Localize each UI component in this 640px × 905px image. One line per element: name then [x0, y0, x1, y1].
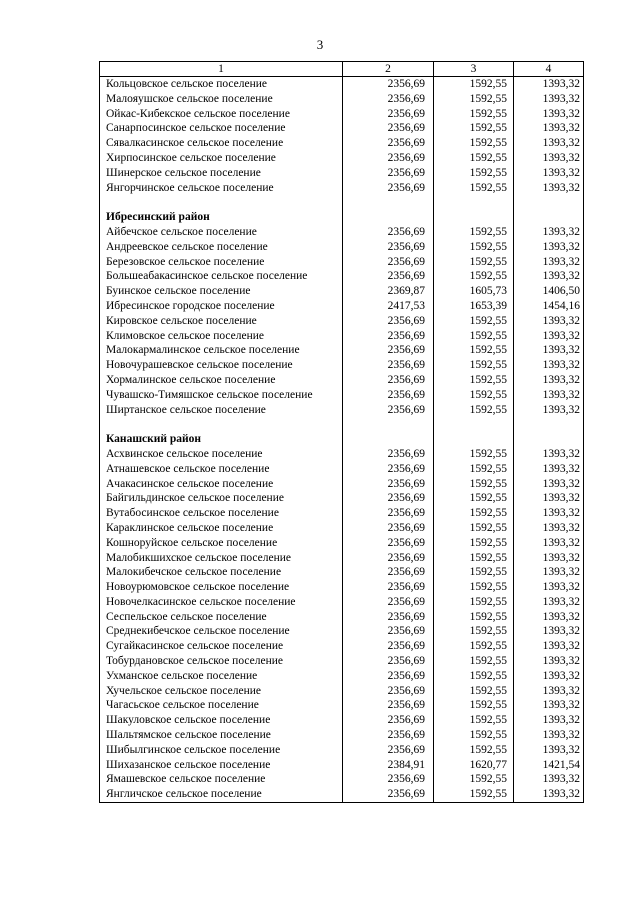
settlement-name: Хирпосинское сельское поселение: [100, 151, 343, 166]
value-col-3: 1592,55: [434, 713, 514, 728]
value-col-4: 1393,32: [514, 314, 584, 329]
value-col-3: 1592,55: [434, 654, 514, 669]
value-col-2: 2356,69: [343, 358, 434, 373]
value-col-4: 1393,32: [514, 669, 584, 684]
table-row: [100, 698, 584, 713]
value-col-4: 1393,32: [514, 240, 584, 255]
empty-cell: [343, 210, 434, 225]
district-title: Ибресинский район: [100, 210, 343, 225]
value-col-4: 1393,32: [514, 580, 584, 595]
table-row: [100, 595, 584, 610]
value-col-4: 1393,32: [514, 462, 584, 477]
value-col-2: 2356,69: [343, 166, 434, 181]
value-col-3: 1592,55: [434, 166, 514, 181]
value-col-4: 1421,54: [514, 758, 584, 773]
value-col-2: 2356,69: [343, 329, 434, 344]
value-col-4: 1454,16: [514, 299, 584, 314]
table-row: [100, 669, 584, 684]
value-col-4: 1393,32: [514, 610, 584, 625]
district-heading-row: [100, 432, 584, 447]
settlement-name: Караклинское сельское поселение: [100, 521, 343, 536]
table-row: [100, 491, 584, 506]
settlement-name: Сеспельское сельское поселение: [100, 610, 343, 625]
table-row: [100, 107, 584, 122]
value-col-3: 1592,55: [434, 77, 514, 92]
value-col-3: 1592,55: [434, 639, 514, 654]
page-number: 3: [316, 37, 324, 52]
value-col-4: 1393,32: [514, 698, 584, 713]
settlement-name: Кировское сельское поселение: [100, 314, 343, 329]
value-col-2: 2356,69: [343, 536, 434, 551]
table-header: [100, 62, 584, 77]
table-row: [100, 225, 584, 240]
spacer-row: [100, 195, 584, 210]
value-col-4: 1393,32: [514, 181, 584, 196]
table-row: [100, 684, 584, 699]
value-col-3: 1592,55: [434, 240, 514, 255]
table-row: [100, 269, 584, 284]
value-col-4: 1393,32: [514, 787, 584, 802]
value-col-3: 1592,55: [434, 698, 514, 713]
value-col-4: 1393,32: [514, 713, 584, 728]
value-col-4: 1393,32: [514, 654, 584, 669]
settlement-name: Шихазанское сельское поселение: [100, 758, 343, 773]
table-row: [100, 772, 584, 787]
value-col-2: 2356,69: [343, 521, 434, 536]
value-col-3: 1592,55: [434, 477, 514, 492]
value-col-2: 2356,69: [343, 684, 434, 699]
value-col-3: 1592,55: [434, 447, 514, 462]
value-col-3: 1592,55: [434, 403, 514, 418]
value-col-3: 1592,55: [434, 92, 514, 107]
table-row: [100, 136, 584, 151]
value-col-4: 1393,32: [514, 269, 584, 284]
value-col-2: 2356,69: [343, 477, 434, 492]
value-col-4: 1393,32: [514, 373, 584, 388]
value-col-4: 1393,32: [514, 551, 584, 566]
value-col-2: 2356,69: [343, 403, 434, 418]
value-col-3: 1592,55: [434, 580, 514, 595]
value-col-2: 2356,69: [343, 506, 434, 521]
table-row: [100, 343, 584, 358]
value-col-2: 2356,69: [343, 772, 434, 787]
value-col-4: 1393,32: [514, 151, 584, 166]
empty-cell: [514, 432, 584, 447]
spacer-row: [100, 417, 584, 432]
settlement-name: Большеабакасинское сельское поселение: [100, 269, 343, 284]
settlement-name: Малобикшихское сельское поселение: [100, 551, 343, 566]
spacer-cell: [514, 195, 584, 210]
value-col-3: 1592,55: [434, 728, 514, 743]
value-col-4: 1393,32: [514, 343, 584, 358]
value-col-2: 2356,69: [343, 92, 434, 107]
settlement-name: Янгорчинское сельское поселение: [100, 181, 343, 196]
settlement-name: Хучельское сельское поселение: [100, 684, 343, 699]
table-row: [100, 329, 584, 344]
value-col-2: 2356,69: [343, 565, 434, 580]
value-col-2: 2356,69: [343, 580, 434, 595]
value-col-4: 1393,32: [514, 491, 584, 506]
value-col-3: 1592,55: [434, 462, 514, 477]
table-row: [100, 447, 584, 462]
value-col-4: 1393,32: [514, 506, 584, 521]
table-row: [100, 624, 584, 639]
value-col-2: 2356,69: [343, 462, 434, 477]
table-row: [100, 403, 584, 418]
value-col-3: 1592,55: [434, 743, 514, 758]
settlement-name: Малокармалинское сельское поселение: [100, 343, 343, 358]
value-col-4: 1393,32: [514, 329, 584, 344]
settlement-name: Сявалкасинское сельское поселение: [100, 136, 343, 151]
value-col-4: 1393,32: [514, 477, 584, 492]
settlements-table: [99, 61, 584, 803]
empty-cell: [434, 432, 514, 447]
value-col-2: 2356,69: [343, 255, 434, 270]
value-col-3: 1592,55: [434, 329, 514, 344]
value-col-2: 2356,69: [343, 654, 434, 669]
value-col-2: 2384,91: [343, 758, 434, 773]
table-row: [100, 743, 584, 758]
empty-cell: [343, 432, 434, 447]
table-row: [100, 551, 584, 566]
settlement-name: Андреевское сельское поселение: [100, 240, 343, 255]
settlement-name: Шакуловское сельское поселение: [100, 713, 343, 728]
value-col-2: 2356,69: [343, 447, 434, 462]
value-col-3: 1592,55: [434, 373, 514, 388]
settlement-name: Новоурюмовское сельское поселение: [100, 580, 343, 595]
settlement-name: Ачакасинское сельское поселение: [100, 477, 343, 492]
value-col-2: 2356,69: [343, 343, 434, 358]
settlement-name: Шинерское сельское поселение: [100, 166, 343, 181]
value-col-2: 2356,69: [343, 639, 434, 654]
header-col-4: 4: [514, 62, 584, 77]
value-col-2: 2417,53: [343, 299, 434, 314]
spacer-cell: [343, 195, 434, 210]
value-col-2: 2356,69: [343, 373, 434, 388]
value-col-3: 1592,55: [434, 565, 514, 580]
settlement-name: Климовское сельское поселение: [100, 329, 343, 344]
spacer-cell: [434, 417, 514, 432]
table-row: [100, 580, 584, 595]
value-col-3: 1592,55: [434, 551, 514, 566]
settlement-name: Буинское сельское поселение: [100, 284, 343, 299]
value-col-4: 1393,32: [514, 255, 584, 270]
settlement-name: Малокибечское сельское поселение: [100, 565, 343, 580]
value-col-3: 1653,39: [434, 299, 514, 314]
table-row: [100, 639, 584, 654]
settlement-name: Новочурашевское сельское поселение: [100, 358, 343, 373]
value-col-3: 1592,55: [434, 669, 514, 684]
settlement-name: Ухманское сельское поселение: [100, 669, 343, 684]
value-col-2: 2356,69: [343, 225, 434, 240]
settlement-name: Чувашско-Тимяшское сельское поселение: [100, 388, 343, 403]
value-col-2: 2356,69: [343, 107, 434, 122]
value-col-2: 2356,69: [343, 388, 434, 403]
table-row: [100, 121, 584, 136]
value-col-4: 1393,32: [514, 107, 584, 122]
value-col-4: 1393,32: [514, 388, 584, 403]
value-col-2: 2356,69: [343, 151, 434, 166]
header-col-3: 3: [434, 62, 514, 77]
value-col-4: 1393,32: [514, 728, 584, 743]
value-col-4: 1393,32: [514, 595, 584, 610]
table-row: [100, 373, 584, 388]
settlement-name: Ямашевское сельское поселение: [100, 772, 343, 787]
value-col-3: 1620,77: [434, 758, 514, 773]
value-col-3: 1592,55: [434, 151, 514, 166]
value-col-4: 1393,32: [514, 772, 584, 787]
value-col-3: 1592,55: [434, 255, 514, 270]
table-row: [100, 565, 584, 580]
value-col-4: 1393,32: [514, 225, 584, 240]
value-col-4: 1393,32: [514, 684, 584, 699]
value-col-2: 2356,69: [343, 743, 434, 758]
value-col-4: 1393,32: [514, 92, 584, 107]
settlement-name: Ибресинское городское поселение: [100, 299, 343, 314]
table-row: [100, 462, 584, 477]
value-col-3: 1592,55: [434, 506, 514, 521]
table-row: [100, 654, 584, 669]
value-col-3: 1592,55: [434, 491, 514, 506]
table-row: [100, 610, 584, 625]
district-title: Канашский район: [100, 432, 343, 447]
value-col-2: 2356,69: [343, 669, 434, 684]
value-col-4: 1393,32: [514, 565, 584, 580]
value-col-2: 2356,69: [343, 181, 434, 196]
settlement-name: Чагасьское сельское поселение: [100, 698, 343, 713]
settlement-name: Вутабосинское сельское поселение: [100, 506, 343, 521]
settlement-name: Атнашевское сельское поселение: [100, 462, 343, 477]
spacer-cell: [343, 417, 434, 432]
value-col-2: 2356,69: [343, 77, 434, 92]
value-col-3: 1592,55: [434, 225, 514, 240]
value-col-4: 1393,32: [514, 166, 584, 181]
value-col-3: 1592,55: [434, 388, 514, 403]
value-col-3: 1592,55: [434, 684, 514, 699]
settlement-name: Ойкас-Кибекское сельское поселение: [100, 107, 343, 122]
table-row: [100, 314, 584, 329]
empty-cell: [434, 210, 514, 225]
value-col-4: 1393,32: [514, 521, 584, 536]
spacer-cell: [434, 195, 514, 210]
settlement-name: Ширтанское сельское поселение: [100, 403, 343, 418]
value-col-3: 1592,55: [434, 521, 514, 536]
empty-cell: [514, 210, 584, 225]
value-col-2: 2356,69: [343, 787, 434, 802]
value-col-4: 1393,32: [514, 77, 584, 92]
value-col-3: 1592,55: [434, 536, 514, 551]
value-col-4: 1393,32: [514, 358, 584, 373]
value-col-4: 1393,32: [514, 624, 584, 639]
table-row: [100, 358, 584, 373]
value-col-3: 1592,55: [434, 358, 514, 373]
settlement-name: Кошноруйское сельское поселение: [100, 536, 343, 551]
table-row: [100, 728, 584, 743]
table-row: [100, 284, 584, 299]
table-row: [100, 77, 584, 92]
table-row: [100, 299, 584, 314]
table-row: [100, 388, 584, 403]
value-col-2: 2356,69: [343, 491, 434, 506]
table-row: [100, 787, 584, 802]
value-col-4: 1393,32: [514, 536, 584, 551]
value-col-3: 1592,55: [434, 107, 514, 122]
value-col-3: 1592,55: [434, 343, 514, 358]
value-col-2: 2356,69: [343, 713, 434, 728]
settlement-name: Асхвинское сельское поселение: [100, 447, 343, 462]
table-row: [100, 255, 584, 270]
value-col-2: 2356,69: [343, 314, 434, 329]
value-col-2: 2356,69: [343, 136, 434, 151]
value-col-2: 2356,69: [343, 121, 434, 136]
settlement-name: Шальтямское сельское поселение: [100, 728, 343, 743]
value-col-4: 1393,32: [514, 743, 584, 758]
table-row: [100, 151, 584, 166]
value-col-2: 2356,69: [343, 240, 434, 255]
value-col-2: 2369,87: [343, 284, 434, 299]
table-row: [100, 477, 584, 492]
value-col-3: 1592,55: [434, 269, 514, 284]
value-col-3: 1592,55: [434, 610, 514, 625]
value-col-2: 2356,69: [343, 610, 434, 625]
settlement-name: Янгличское сельское поселение: [100, 787, 343, 802]
value-col-2: 2356,69: [343, 698, 434, 713]
value-col-4: 1393,32: [514, 403, 584, 418]
table-row: [100, 536, 584, 551]
value-col-4: 1393,32: [514, 121, 584, 136]
spacer-cell: [514, 417, 584, 432]
settlement-name: Айбечское сельское поселение: [100, 225, 343, 240]
settlement-name: Среднекибечское сельское поселение: [100, 624, 343, 639]
settlement-name: Березовское сельское поселение: [100, 255, 343, 270]
value-col-4: 1406,50: [514, 284, 584, 299]
settlement-name: Хормалинское сельское поселение: [100, 373, 343, 388]
table-row: [100, 240, 584, 255]
header-col-1: 1: [100, 62, 343, 77]
value-col-4: 1393,32: [514, 639, 584, 654]
value-col-2: 2356,69: [343, 624, 434, 639]
settlement-name: Малояушское сельское поселение: [100, 92, 343, 107]
value-col-2: 2356,69: [343, 595, 434, 610]
value-col-2: 2356,69: [343, 269, 434, 284]
table-body: [100, 77, 584, 803]
settlement-name: Санарпосинское сельское поселение: [100, 121, 343, 136]
table-row: [100, 521, 584, 536]
settlement-name: Тобурдановское сельское поселение: [100, 654, 343, 669]
table-row: [100, 92, 584, 107]
settlement-name: Шибылгинское сельское поселение: [100, 743, 343, 758]
value-col-2: 2356,69: [343, 551, 434, 566]
value-col-3: 1592,55: [434, 787, 514, 802]
settlement-name: Сугайкасинское сельское поселение: [100, 639, 343, 654]
value-col-4: 1393,32: [514, 447, 584, 462]
header-col-2: 2: [343, 62, 434, 77]
value-col-3: 1592,55: [434, 772, 514, 787]
value-col-3: 1592,55: [434, 595, 514, 610]
table-row: [100, 166, 584, 181]
table-row: [100, 506, 584, 521]
settlement-name: Новочелкасинское сельское поселение: [100, 595, 343, 610]
table-row: [100, 713, 584, 728]
district-heading-row: [100, 210, 584, 225]
value-col-3: 1592,55: [434, 181, 514, 196]
table-row: [100, 758, 584, 773]
settlement-name: Байгильдинское сельское поселение: [100, 491, 343, 506]
table-row: [100, 181, 584, 196]
value-col-3: 1592,55: [434, 136, 514, 151]
value-col-3: 1592,55: [434, 314, 514, 329]
value-col-4: 1393,32: [514, 136, 584, 151]
value-col-2: 2356,69: [343, 728, 434, 743]
spacer-cell: [100, 417, 343, 432]
value-col-3: 1592,55: [434, 624, 514, 639]
settlement-name: Кольцовское сельское поселение: [100, 77, 343, 92]
spacer-cell: [100, 195, 343, 210]
value-col-3: 1605,73: [434, 284, 514, 299]
value-col-3: 1592,55: [434, 121, 514, 136]
